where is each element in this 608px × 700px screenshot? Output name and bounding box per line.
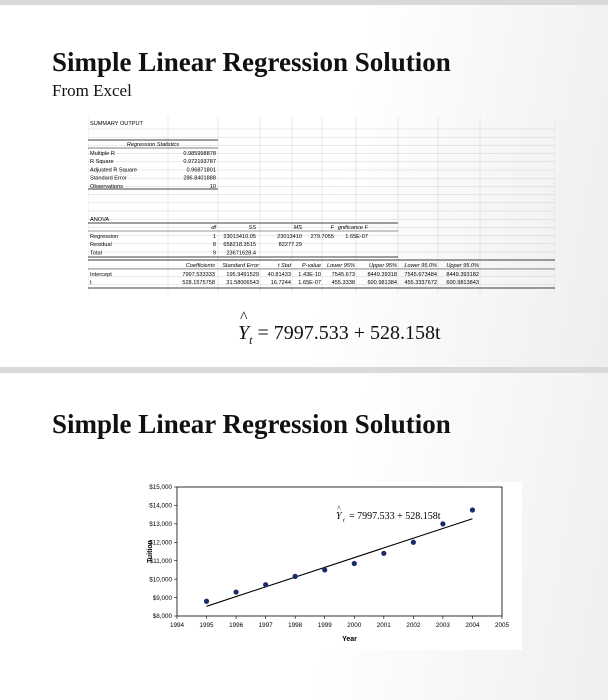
anova-cell: 1.65E-07	[345, 234, 368, 240]
anova-cell: 658218.3515	[223, 242, 256, 249]
anova-cell: 23013410.05	[223, 234, 256, 240]
anova-cell: 1	[212, 234, 216, 240]
equation-rhs: = 7997.533 + 528.158t	[257, 322, 441, 344]
x-tick-label: 1998	[288, 622, 303, 629]
y-tick-label: $13,000	[149, 521, 172, 529]
data-point	[381, 551, 386, 556]
coef-cell: 7545.673484	[404, 272, 437, 278]
anova-cell: 9	[212, 250, 216, 257]
data-point	[470, 507, 475, 512]
coef-cell: 31.58006543	[226, 280, 259, 287]
x-tick-label: 2003	[435, 622, 450, 629]
slide1-title: Simple Linear Regression Solution	[52, 47, 451, 77]
anova-header: F	[330, 225, 334, 231]
anova-cell: 279.7055	[310, 234, 334, 240]
coef-cell: 40.81433	[267, 272, 291, 278]
slide2-title: Simple Linear Regression Solution	[52, 409, 451, 439]
coef-cell: 7545.673	[331, 272, 355, 278]
y-tick-label: $15,000	[149, 484, 172, 492]
anova-label: ANOVA	[90, 217, 110, 223]
chart-eq-hat: ^	[337, 504, 341, 513]
data-point	[322, 567, 327, 572]
coef-row-label: t	[90, 280, 92, 287]
coef-header: Upper 95%	[369, 263, 397, 269]
y-tick-label: $11,000	[149, 557, 172, 565]
anova-row-label: Total	[90, 250, 102, 257]
regstat-label: Observations	[90, 183, 123, 190]
x-tick-label: 1999	[317, 622, 332, 629]
x-tick-label: 2000	[347, 622, 362, 629]
anova-header: MS	[293, 225, 302, 231]
regstat-label: R Square	[90, 159, 114, 166]
slide1-regression-equation	[238, 309, 441, 347]
data-point	[263, 582, 268, 587]
regstat-label: Multiple R	[90, 151, 115, 157]
coef-header: Standard Error	[222, 263, 259, 269]
regstat-value: 0.972193787	[183, 159, 216, 166]
coef-header: Lower 95%	[327, 263, 355, 269]
anova-cell: 8	[212, 242, 216, 249]
coef-cell: 528.1575758	[182, 280, 215, 287]
coef-header: Lower 95.0%	[404, 263, 437, 269]
y-axis-title: Tuition	[147, 540, 154, 563]
coef-cell: 195.9491529	[226, 272, 259, 278]
x-tick-label: 2005	[494, 622, 510, 629]
x-axis-title: Year	[342, 636, 357, 643]
regstat-label: Standard Error	[90, 175, 127, 182]
regstat-label: Adjusted R Square	[90, 167, 137, 174]
anova-cell: 23671628.4	[226, 250, 256, 257]
coef-cell: 16.7244	[270, 280, 291, 287]
coef-header: Coefficients	[185, 263, 215, 269]
coef-header: Upper 95.0%	[446, 263, 479, 269]
coef-header: t Stat	[277, 263, 291, 269]
coef-cell: 600.9813843	[446, 280, 479, 287]
y-tick-label: $14,000	[149, 502, 172, 510]
chart-eq-rhs: = 7997.533 + 528.158t	[349, 511, 441, 522]
regression-statistics-header: Regression Statistics	[126, 142, 180, 148]
data-point	[233, 589, 238, 594]
coef-cell: 1.65E-07	[298, 280, 321, 287]
coef-cell: 600.981384	[367, 280, 397, 287]
x-tick-label: 1997	[258, 622, 273, 629]
regstat-value: 0.985998878	[183, 151, 216, 157]
anova-header: df	[211, 225, 216, 231]
regstat-value: 0.96871801	[186, 167, 216, 174]
chart-eq-sub: t	[343, 518, 345, 524]
x-tick-label: 1996	[229, 622, 244, 629]
anova-cell: 82277.29	[278, 242, 302, 249]
equation-subscript: t	[249, 333, 253, 347]
coef-cell: 455.3338	[331, 280, 355, 287]
data-point	[293, 574, 298, 579]
coef-row-label: Intercept	[90, 272, 112, 278]
slide1-subtitle: From Excel	[52, 81, 132, 100]
excel-summary-output	[88, 117, 555, 293]
tuition-scatter-chart	[140, 482, 522, 650]
anova-header: SS	[248, 225, 256, 231]
x-tick-label: 2004	[465, 622, 480, 629]
x-tick-label: 1994	[169, 622, 185, 629]
coef-header: P-value	[302, 263, 321, 269]
x-tick-label: 2002	[406, 622, 421, 629]
coef-cell: 8449.39318	[367, 272, 397, 278]
y-tick-label: $10,000	[149, 576, 172, 584]
coef-cell: 455.3337672	[404, 280, 437, 287]
y-hat-symbol: Y ^	[238, 309, 250, 344]
anova-row-label: Residual	[90, 242, 112, 249]
anova-cell: 23013410	[277, 234, 302, 240]
data-point	[440, 521, 445, 526]
data-point	[411, 540, 416, 545]
chart-eq-y: Y	[336, 511, 342, 522]
data-point	[204, 599, 209, 604]
coef-cell: 1.43E-10	[298, 272, 321, 278]
y-tick-label: $8,000	[152, 613, 172, 621]
summary-output-label: SUMMARY OUTPUT	[90, 121, 143, 127]
y-tick-label: $9,000	[152, 594, 172, 602]
anova-header: gnificance F	[337, 225, 368, 231]
x-tick-label: 1995	[199, 622, 214, 629]
coef-cell: 8449.393182	[446, 272, 479, 278]
data-point	[352, 561, 357, 566]
y-tick-label: $12,000	[149, 539, 172, 547]
slide-excel-output	[0, 5, 608, 367]
regstat-value: 10	[209, 183, 216, 190]
x-tick-label: 2001	[376, 622, 391, 629]
coef-cell: 7997.533333	[182, 272, 215, 278]
anova-row-label: Regression	[90, 234, 119, 240]
regstat-value: 286.8401888	[183, 175, 216, 182]
